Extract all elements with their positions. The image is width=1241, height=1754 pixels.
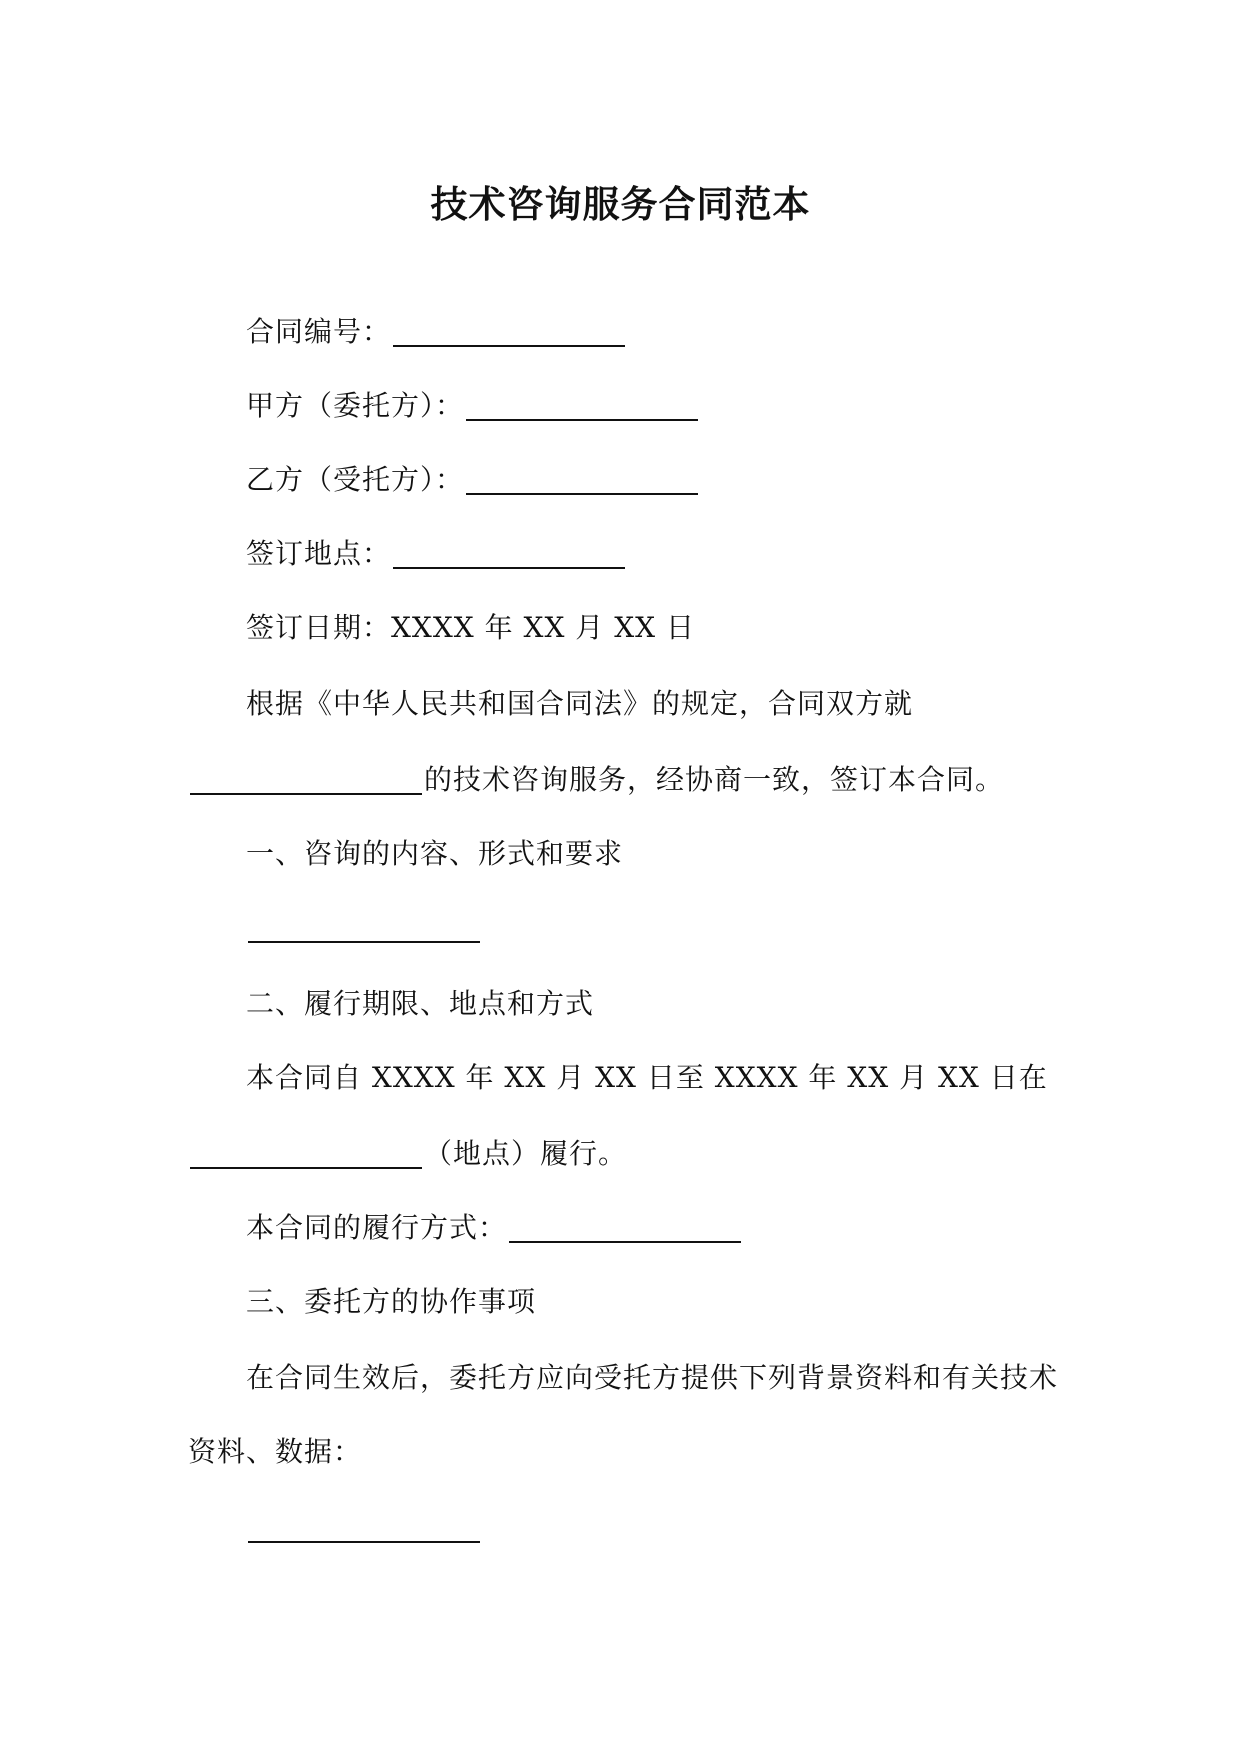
document-title: 技术咨询服务合同范本 bbox=[430, 182, 811, 226]
service-subject-blank bbox=[190, 793, 422, 795]
place-blank bbox=[190, 1167, 422, 1169]
contract-number-line bbox=[246, 312, 627, 352]
sign-place-line bbox=[246, 534, 627, 574]
contract-number-label: 合同编号： bbox=[246, 315, 392, 348]
section-3-blank-line bbox=[246, 1508, 482, 1548]
sign-place-blank bbox=[393, 567, 625, 569]
section-1-heading: 一、咨询的内容、形式和要求 bbox=[246, 837, 624, 870]
party-b-line bbox=[246, 460, 700, 500]
section-3-text-line-1: 在合同生效后，委托方应向受托方提供下列背景资料和有关技术 bbox=[246, 1361, 1059, 1394]
party-a-label: 甲方（委托方）： bbox=[246, 389, 465, 422]
section-3-heading: 三、委托方的协作事项 bbox=[246, 1285, 537, 1318]
section-3-blank bbox=[248, 1541, 480, 1543]
section-1-blank bbox=[248, 941, 480, 943]
party-b-blank bbox=[466, 493, 698, 495]
sign-place-label: 签订地点： bbox=[246, 537, 392, 570]
place-suffix: （地点）履行。 bbox=[424, 1137, 628, 1170]
preamble-line-2 bbox=[188, 760, 1004, 800]
place-line bbox=[188, 1134, 627, 1174]
method-blank bbox=[509, 1241, 741, 1243]
preamble-line-1: 根据《中华人民共和国合同法》的规定，合同双方就 bbox=[246, 687, 914, 720]
section-3-text-line-2: 资料、数据： bbox=[188, 1435, 363, 1468]
party-a-line bbox=[246, 386, 700, 426]
method-label: 本合同的履行方式： bbox=[246, 1211, 508, 1244]
contract-number-blank bbox=[393, 345, 625, 347]
section-2-heading: 二、履行期限、地点和方式 bbox=[246, 987, 595, 1020]
sign-date-line: 签订日期：XXXX 年 XX 月 XX 日 bbox=[246, 611, 695, 644]
section-1-blank-line bbox=[246, 908, 482, 948]
party-a-blank bbox=[466, 419, 698, 421]
party-b-label: 乙方（受托方）： bbox=[246, 463, 465, 496]
preamble-line-2-text: 的技术咨询服务，经协商一致，签订本合同。 bbox=[424, 763, 1005, 796]
method-line bbox=[246, 1208, 743, 1248]
period-line: 本合同自 XXXX 年 XX 月 XX 日至 XXXX 年 XX 月 XX 日在 bbox=[246, 1061, 1048, 1094]
